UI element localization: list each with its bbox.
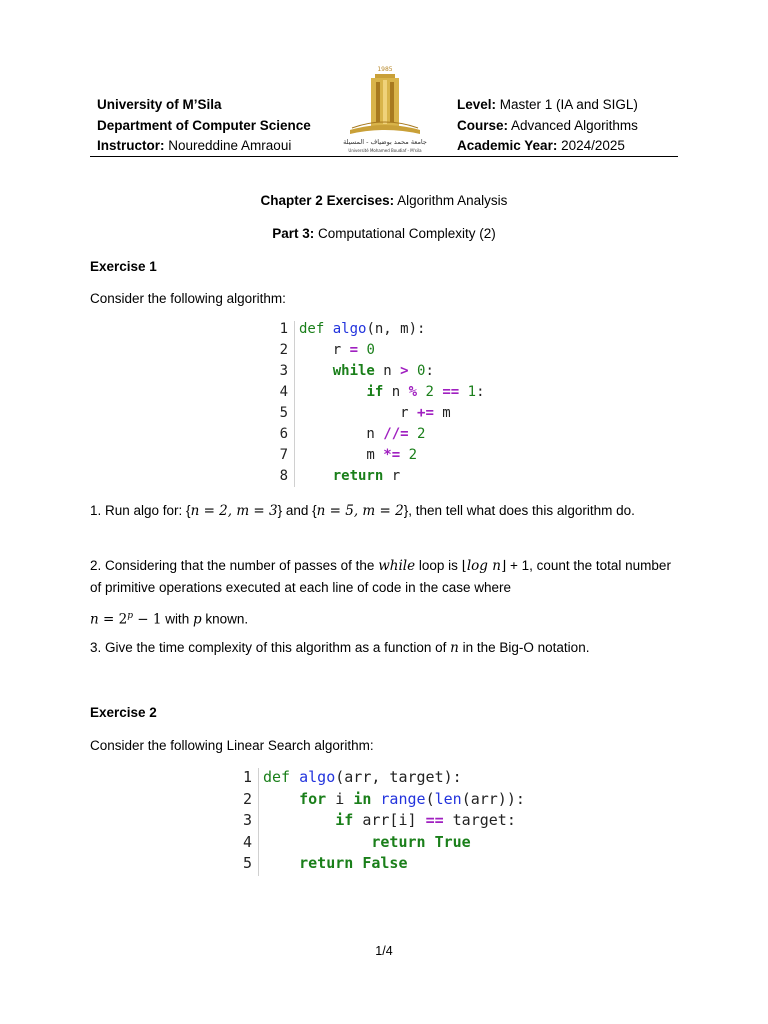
course-label: Course: [457, 117, 509, 133]
line-number: 5 [279, 405, 288, 421]
line-number: 3 [279, 363, 288, 379]
code-line: def algo(n, m): [299, 321, 426, 337]
page-number: 1/4 [375, 944, 393, 958]
code-line: return True [371, 833, 471, 851]
level-label: Level: [457, 97, 497, 112]
header-right [457, 95, 638, 157]
line-number: 7 [279, 447, 288, 463]
line-number: 3 [242, 811, 252, 829]
part-value: Computational Complexity (2) [314, 226, 496, 241]
line-number: 6 [279, 426, 288, 442]
code-line: if n % 2 == 1: [366, 384, 485, 400]
department-name: Department of Computer Science [97, 117, 311, 133]
instructor-name: Noureddine Amraoui [164, 138, 292, 153]
logo-text-arabic: جامعة محمد بوضياف - المسيلة [343, 138, 427, 146]
code-line: def algo(arr, target): [263, 768, 462, 786]
code-line: return False [299, 854, 408, 872]
header-divider [90, 156, 678, 157]
line-number: 2 [279, 342, 288, 358]
chapter-value: Algorithm Analysis [394, 193, 508, 208]
line-number: 8 [279, 468, 288, 484]
university-name: University of M’Sila [97, 97, 222, 112]
exercise-1-intro: Consider the following algorithm: [90, 291, 286, 306]
year-label: Academic Year: [457, 138, 558, 153]
header-left [97, 95, 311, 157]
line-number: 5 [242, 854, 252, 872]
course-value: Advanced Algorithms [508, 117, 638, 133]
line-number: 1 [279, 321, 288, 337]
exercise-1-question-2: 2. Considering that the number of passes of the while loop is ⌊log n⌋ + 1, count the total number of primitive operations executed at each line of code in the case where $n = 2^p - 1$ with p known. [90, 558, 671, 628]
code-line: r = 0 [299, 342, 375, 358]
chapter-title [90, 190, 678, 211]
logo-text-latin: Université Mohamed Boudiaf - M'sila [348, 148, 422, 153]
part-title [90, 223, 678, 244]
line-number: 4 [279, 384, 288, 400]
university-logo [340, 64, 430, 156]
code-line: r += m [299, 405, 451, 421]
line-number: 4 [242, 833, 252, 851]
code-line: if arr[i] == target: [335, 811, 516, 829]
line-number: 2 [242, 790, 252, 808]
year-value: 2024/2025 [557, 138, 625, 153]
instructor-label: Instructor: [97, 138, 165, 153]
code-line: m *= 2 [299, 447, 418, 463]
exercise-1-heading: Exercise 1 [90, 259, 157, 274]
exercise-2-intro: Consider the following Linear Search algorithm: [90, 738, 374, 753]
code-line: return r [332, 468, 401, 484]
code-line: while n > 0: [332, 363, 434, 379]
logo-year: 1985 [377, 66, 393, 73]
chapter-label: Chapter 2 Exercises: [260, 193, 395, 208]
exercise-1-code-block [268, 321, 488, 487]
code-line: n //= 2 [299, 426, 426, 442]
part-label: Part 3: [272, 226, 315, 241]
line-number: 1 [242, 768, 252, 786]
level-value: Master 1 (IA and SIGL) [496, 97, 638, 112]
exercise-2-code-block [232, 768, 552, 876]
exercise-1-question-3: 3. Give the time complexity of this algorithm as a function of n in the Big-O notation. [90, 640, 590, 656]
exercise-1-question-1: 1. Run algo for: {n = 2, m = 3} and {n = 5, m = 2}, then tell what does this algorithm do. [90, 503, 635, 519]
code-line: for i in range(len(arr)): [299, 790, 525, 808]
exercise-2-heading: Exercise 2 [90, 705, 157, 720]
